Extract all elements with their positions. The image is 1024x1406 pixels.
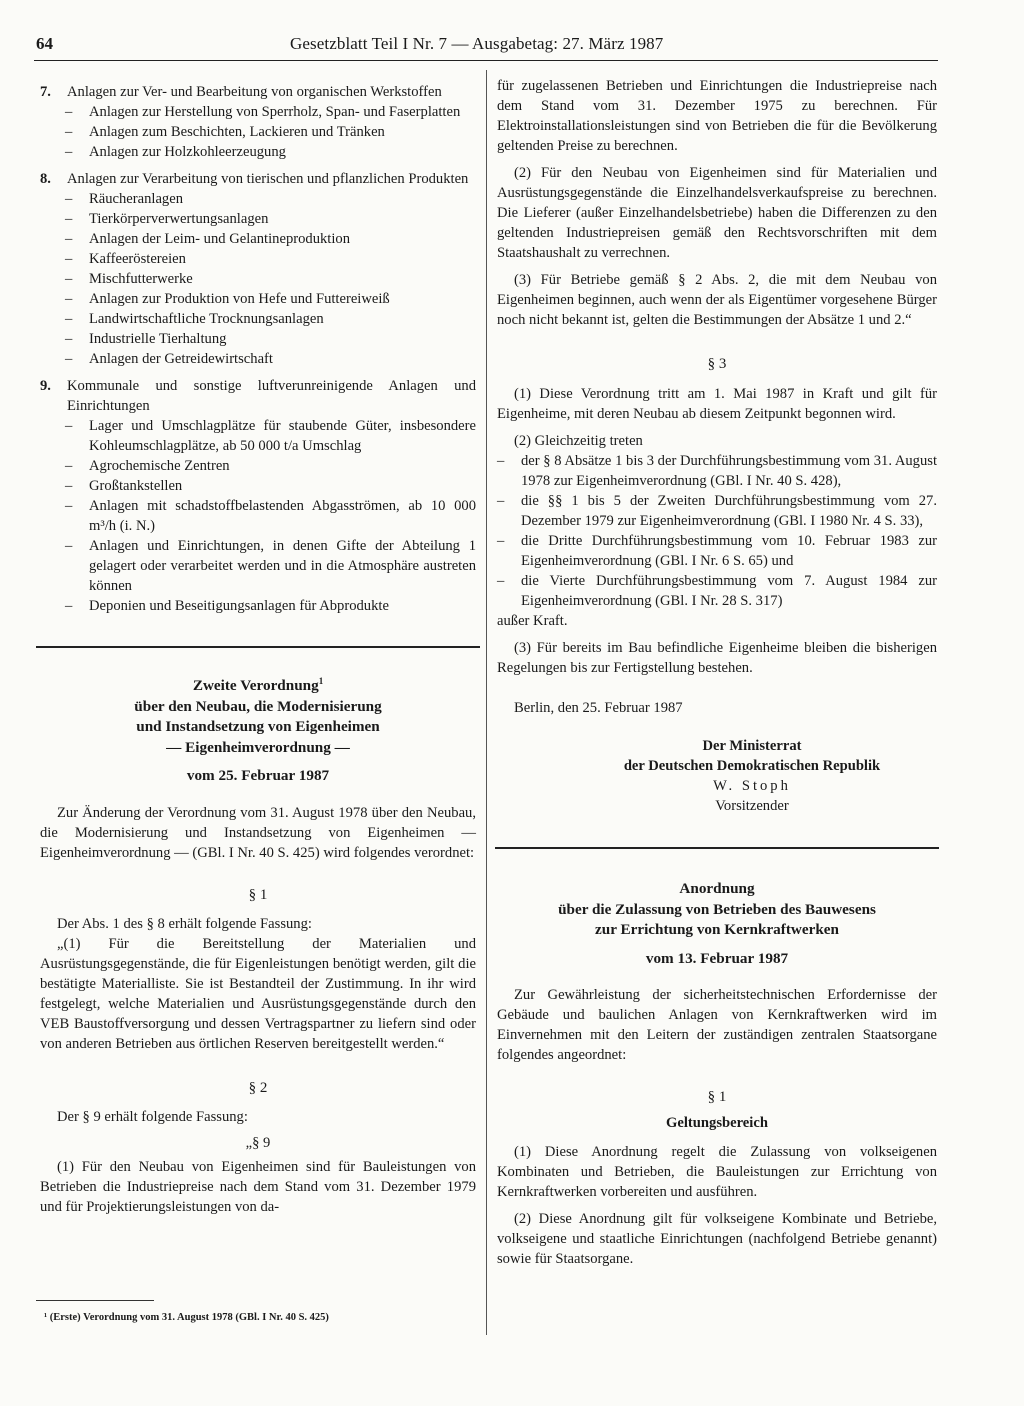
sub-item: – Anlagen der Leim- und Gelantineproduktion	[65, 231, 350, 247]
paragraph: (3) Für bereits im Bau befindliche Eigenheime bleiben die bisherigen Regelungen bis zur Fertigstellung bestehen.	[497, 640, 937, 676]
paragraph: (2) Diese Anordnung gilt für volkseigene Kombinate und Betriebe, volkseigene und staatliche Einrichtungen (nachfolgend Betriebe genannt) sowie für Staatsorgane.	[497, 1211, 937, 1267]
list-item-7	[40, 82, 476, 102]
item-text: Kommunale und sonstige luftverunreinigende Anlagen und Einrichtungen	[67, 378, 476, 414]
paragraph: (3) Für Betriebe gemäß § 2 Abs. 2, die mit dem Neubau von Eigenheimen beginnen, auch wenn der als Eigentümer vorgesehene Bürger noch nicht bekannt ist, gelten die Bestimmungen der Absätze 1 und 2.“	[497, 272, 937, 328]
list-item-8	[40, 169, 476, 189]
sub-item: – Anlagen mit schadstoffbelastenden Abgasströmen, ab 10 000 m³/h (i. N.)	[65, 498, 476, 534]
column-divider	[486, 70, 487, 1335]
paragraph: „(1) Für die Bereitstellung der Materialien und Ausrüstungsgegenstände, die für Eigenleistungen benötigt werden, gilt die bestätigte Materialliste. Sie ist Bestandteil der Zustimmung. In ihr wird festgelegt, welche Materialien und Ausrüstungsgegenstände durch den VEB Baustoffversorgung und dessen Vertragspartner zu liefern sind oder von anderen Betrieben aus örtlichen Reserven bereitgestellt werden.“	[40, 935, 476, 1052]
item-number: 9.	[40, 378, 51, 394]
anordnung-date: vom 13. Februar 1987	[645, 949, 789, 967]
sub-item: – Tierkörperverwertungsanlagen	[65, 211, 269, 227]
sub-item: – Anlagen und Einrichtungen, in denen Gifte der Abteilung 1 gelagert oder verarbeitet werden und in die Atmosphäre austreten können	[65, 538, 476, 594]
footnote-mark: 1	[318, 676, 324, 686]
sub-item: – Anlagen zum Beschichten, Lackieren und Tränken	[65, 124, 385, 140]
anordnung-title: Anordnung über die Zulassung von Betrieben des Bauwesens zur Errichtung von Kernkraftwerken vom 13. Februar 1987	[497, 879, 937, 969]
section-title: Geltungsbereich	[666, 1115, 768, 1131]
sub-item: – Mischfutterwerke	[65, 271, 193, 287]
list-item: – der § 8 Absätze 1 bis 3 der Durchführungsbestimmung vom 31. August 1978 zur Eigenheimverordnung (GBl. I Nr. 40 S. 428),	[497, 453, 937, 489]
list-item: – die Vierte Durchführungsbestimmung vom 7. August 1984 zur Eigenheimverordnung (GBl. I Nr. 28 S. 317)	[497, 573, 937, 609]
place-date: Berlin, den 25. Februar 1987	[514, 700, 683, 716]
item-text: Anlagen zur Verarbeitung von tierischen und pflanzlichen Produkten	[67, 171, 469, 187]
paragraph: (1) Diese Verordnung tritt am 1. Mai 1987 in Kraft und gilt für Eigenheime, mit deren Neubau ab diesem Zeitpunkt begonnen wird.	[497, 386, 937, 422]
item-text: Anlagen zur Ver- und Bearbeitung von organischen Werkstoffen	[67, 84, 442, 100]
sub-item: – Großtankstellen	[65, 478, 183, 494]
list-item-9	[40, 376, 476, 416]
sub-item: – Landwirtschaftliche Trocknungsanlagen	[65, 311, 324, 327]
paragraph: für zugelassenen Betrieben und Einrichtungen die Industriepreise nach dem Stand vom 31. Dezember 1975 zu berechnen. Für Elektroinstallationsleistungen sind von Betrieben die für die Bevölkerung geltenden Preise zu berechnen.	[497, 78, 937, 154]
list-item: – die Dritte Durchführungsbestimmung vom 10. Februar 1983 zur Eigenheimverordnung (GBl. I Nr. 6 S. 65) und	[497, 533, 937, 569]
list-item: – die §§ 1 bis 5 der Zweiten Durchführungsbestimmung vom 27. Dezember 1979 zur Eigenheimverordnung (GBl. I 1980 Nr. 4 S. 33),	[497, 493, 937, 529]
left-column	[40, 82, 476, 1217]
header-rule	[34, 60, 938, 61]
paragraph: außer Kraft.	[497, 613, 568, 629]
sub-item: – Deponien und Beseitigungsanlagen für Abprodukte	[65, 598, 389, 614]
section-rule	[36, 646, 480, 648]
sub-item: – Anlagen der Getreidewirtschaft	[65, 351, 273, 367]
signature-role: Vorsitzender	[715, 798, 789, 814]
header-title: Gesetzblatt Teil I Nr. 7 — Ausgabetag: 27. März 1987	[290, 34, 664, 53]
right-column	[497, 76, 937, 1269]
sub-item: – Kaffeeröstereien	[65, 251, 186, 267]
section-heading: § 3	[707, 356, 727, 372]
paragraph: Der Abs. 1 des § 8 erhält folgende Fassung:	[57, 915, 312, 932]
signature-org-sub: der Deutschen Demokratischen Republik	[623, 758, 881, 774]
item-number: 8.	[40, 171, 51, 187]
page-number: 64	[36, 34, 53, 53]
sub-item: – Anlagen zur Holzkohleerzeugung	[65, 144, 286, 160]
ordinance-date: vom 25. Februar 1987	[186, 767, 330, 784]
section-rule	[495, 847, 939, 849]
section-heading: § 2	[248, 1079, 268, 1096]
paragraph: (2) Für den Neubau von Eigenheimen sind für Materialien und Ausrüstungsgegenstände die Einzelhandelsverkaufspreise zu berechnen. Die Lieferer (außer Einzelhandelsbetriebe) haben die Differenzen zu den geltenden Industriepreisen gemäß den Rechtsvorschriften mit dem Staatshaushalt zu verrechnen.	[497, 165, 937, 261]
sub-item: – Industrielle Tierhaltung	[65, 331, 227, 347]
section-heading: § 1	[707, 1089, 727, 1105]
item-number: 7.	[40, 84, 51, 100]
sub-item: – Räucheranlagen	[65, 191, 183, 207]
paragraph: (2) Gleichzeitig treten	[514, 433, 643, 449]
sub-item: – Anlagen zur Herstellung von Sperrholz, Span- und Faserplatten	[65, 104, 461, 120]
paragraph: (1) Für den Neubau von Eigenheimen sind für Bauleistungen von Betrieben die Industriepreise nach dem Stand vom 31. Dezember 1979 und für Projektierungsleistungen von da-	[40, 1158, 476, 1215]
sub-item: – Agrochemische Zentren	[65, 458, 230, 474]
anordnung-intro: Zur Gewährleistung der sicherheitstechnischen Erfordernisse der Gebäude und baulichen Anlagen von Kernkraftwerken wird im Einvernehmen mit den Leitern der zuständigen zentralen Staatsorgane folgendes angeordnet:	[497, 987, 937, 1063]
signature-org: Der Ministerrat	[702, 738, 802, 754]
paragraph: (1) Diese Anordnung regelt die Zulassung von volkseigenen Kombinaten und Betrieben, die Bauleistungen zur Errichtung von Kernkraftwerken vorbereiten und ausführen.	[497, 1144, 937, 1200]
section-heading: § 1	[248, 886, 268, 903]
sub-item: – Anlagen zur Produktion von Hefe und Futtereiweiß	[65, 291, 390, 307]
sub-item: – Lager und Umschlagplätze für staubende Güter, insbesondere Kohleumschlagplätze, ab 50 000 t/a Umschlag	[65, 418, 476, 454]
quoted-section-heading: „§ 9	[245, 1134, 271, 1151]
ordinance-title: Zweite Verordnung$^1$ über den Neubau, die Modernisierung und Instandsetzung von Eigenheimen — Eigenheimverordnung — vom 25. Februar 1987	[40, 676, 476, 787]
footnote-rule	[36, 1300, 154, 1301]
signature-name: W. Stoph	[713, 778, 791, 794]
paragraph: Der § 9 erhält folgende Fassung:	[57, 1108, 248, 1125]
footnote: ¹ (Erste) Verordnung vom 31. August 1978 (GBl. I Nr. 40 S. 425)	[44, 1312, 329, 1323]
ordinance-intro: Zur Änderung der Verordnung vom 31. August 1978 über den Neubau, die Modernisierung und Instandsetzung von Eigenheimen — Eigenheimverordnung — (GBl. I Nr. 40 S. 425) wird folgendes verordnet:	[40, 804, 476, 861]
